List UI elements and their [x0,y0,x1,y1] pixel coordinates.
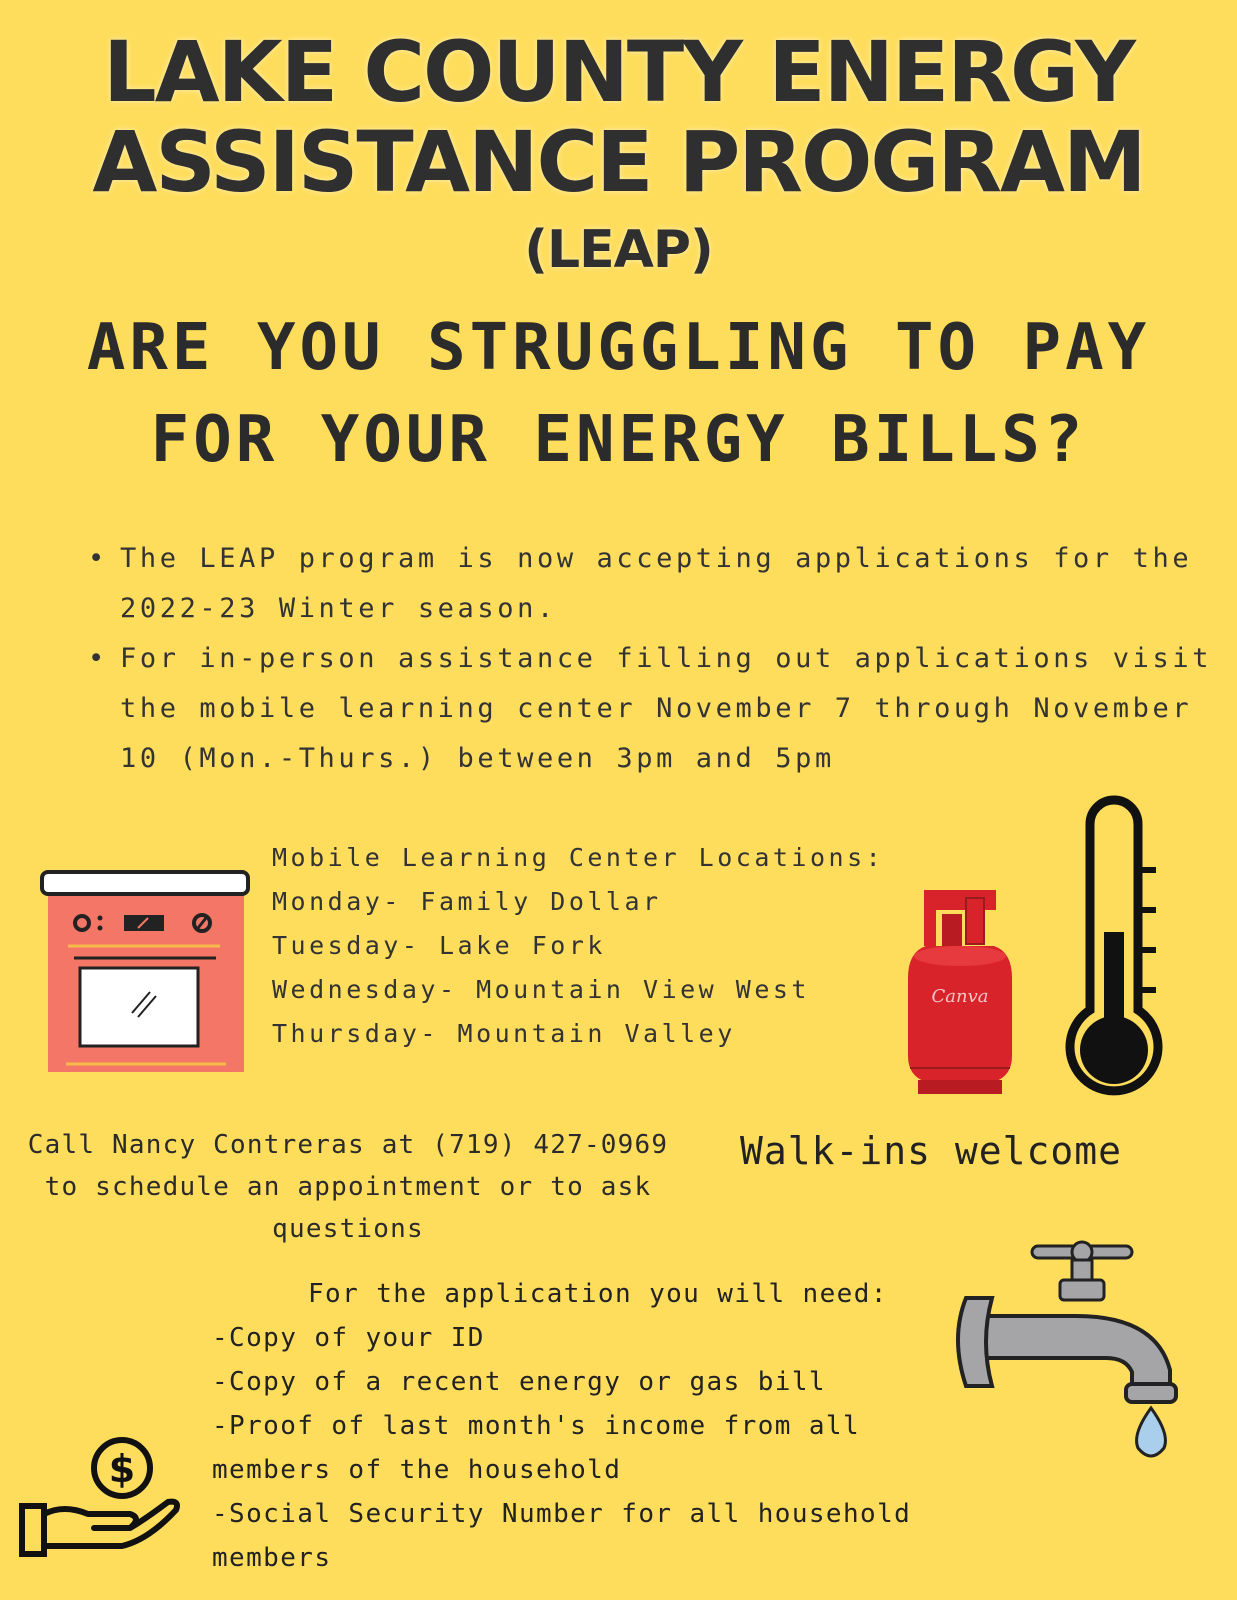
propane-watermark: Canva [931,986,989,1007]
svg-text:$: $ [108,1447,136,1491]
requirement-ssn: -Social Security Number for all household members [212,1499,912,1573]
contact-info [18,1124,678,1250]
contact-line-2: to schedule an appointment or to ask [44,1172,652,1202]
propane-tank-icon [902,890,1018,1096]
walkins-welcome: Walk-ins welcome [740,1129,1123,1173]
money-hand-icon [18,1430,184,1562]
locations-heading: Mobile Learning Center Locations: [272,843,885,872]
locations-list [272,836,884,1056]
location-thursday: Thursday- Mountain Valley [272,1019,736,1048]
title-line-1: LAKE COUNTY ENERGY [103,23,1134,121]
location-wednesday: Wednesday- Mountain View West [272,975,810,1004]
bullet-accepting-applications: • The LEAP program is now accepting applications for the 2022-23 Winter season. [88,534,1218,634]
location-monday: Monday- Family Dollar [272,887,662,916]
thermometer-icon [1064,800,1174,1100]
stove-icon [40,868,250,1078]
bullet-in-person-assistance: • For in-person assistance filling out applications visit the mobile learning center November 7 through November 10 (Mon.-Thurs.) between 3pm and 5pm [88,634,1218,784]
requirement-income: -Proof of last month's income from all members of the household [212,1411,861,1485]
question-line-2: FOR YOUR ENERGY BILLS? [150,403,1087,477]
title-line-2: ASSISTANCE PROGRAM [92,113,1145,211]
question-line-1: ARE YOU STRUGGLING TO PAY [86,311,1151,385]
contact-line-3: questions [272,1214,424,1244]
info-bullets [88,534,1218,784]
requirements-heading: For the application you will need: [308,1279,888,1309]
title-acronym: (LEAP) [524,220,713,280]
contact-line-1: Call Nancy Contreras at (719) 427-0969 [27,1130,669,1160]
requirement-id: -Copy of your ID [212,1323,485,1353]
faucet-icon [956,1238,1206,1468]
location-tuesday: Tuesday- Lake Fork [272,931,606,960]
requirements-list [212,1272,972,1580]
requirement-bill: -Copy of a recent energy or gas bill [212,1367,826,1397]
